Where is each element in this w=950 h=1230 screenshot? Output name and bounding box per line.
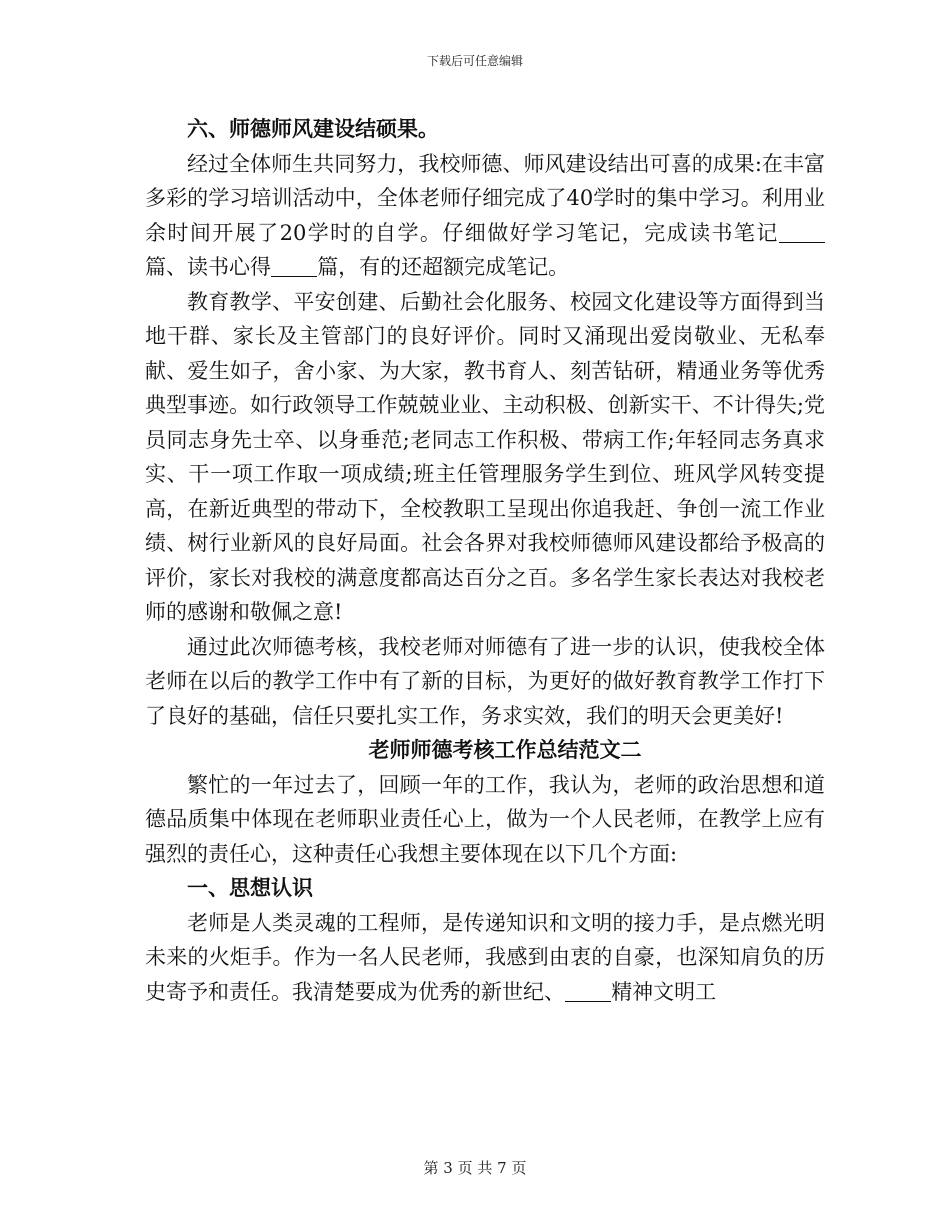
document-title-2: 老师师德考核工作总结范文二 [368,737,642,762]
paragraph-achievements [145,147,825,285]
page-header-note: 下载后可任意编辑 [426,54,523,68]
paragraph-text: 老师是人类灵魂的工程师，是传递知识和文明的接力手，是点燃光明未来的火炬手。作为一名人民老师，我感到由衷的自豪，也深知肩负的历史寄予和责任。我清楚要成为优秀的新世纪、 [145,910,825,1004]
paragraph-text: 篇，有的还超额完成笔记。 [317,255,570,279]
fill-blank [779,221,825,243]
section-heading-1: 一、思想认识 [187,875,313,900]
paragraph-text: 篇、读书心得 [145,255,271,279]
paragraph-text: 经过全体师生共同努力，我校师德、师风建设结出可喜的成果:在丰富多彩的学习培训活动中，全体老师仔细完成了40学时的集中学习。利用业余时间开展了20学时的自学。仔细做好学习笔记，完成读书笔记 [145,151,825,245]
fill-blank [271,255,317,277]
document-body [145,112,825,1009]
paragraph-text: 精神文明工 [611,979,717,1004]
paragraph-intro: 繁忙的一年过去了，回顾一年的工作，我认为，老师的政治思想和道德品质集中体现在老师职业责任心上，做为一个人民老师，在教学上应有强烈的责任心，这种责任心我想主要体现在以下几个方面: [145,772,825,866]
page-number: 第 3 页 共 7 页 [423,1159,527,1177]
fill-blank [565,980,611,1002]
paragraph-evaluation: 教育教学、平安创建、后勤社会化服务、校园文化建设等方面得到当地干群、家长及主管部门的良好评价。同时又涌现出爱岗敬业、无私奉献、爱生如子，舍小家、为大家，教书育人、刻苦钻研，精通业务等优秀典型事迹。如行政领导工作兢兢业业、主动积极、创新实干、不计得失;党员同志身先士卒、以身垂范;老同志工作积极、带病工作;年轻同志务真求实、干一项工作取一项成绩;班主任管理服务学生到位、班风学风转变提高，在新近典型的带动下，全校教职工呈现出你追我赶、争创一流工作业绩、树行业新风的良好局面。社会各界对我校师德师风建设都给予极高的评价，家长对我校的满意度都高达百分之百。多名学生家长表达对我校老师的感谢和敬佩之意! [145,289,825,624]
paragraph-thoughts [145,906,825,1010]
paragraph-conclusion: 通过此次师德考核，我校老师对师德有了进一步的认识，使我校全体老师在以后的教学工作中有了新的目标，为更好的做好教育教学工作打下了良好的基础，信任只要扎实工作，务求实效，我们的明天会更美好! [145,634,825,728]
section-heading-6: 六、师德师风建设结硕果。 [187,116,439,141]
